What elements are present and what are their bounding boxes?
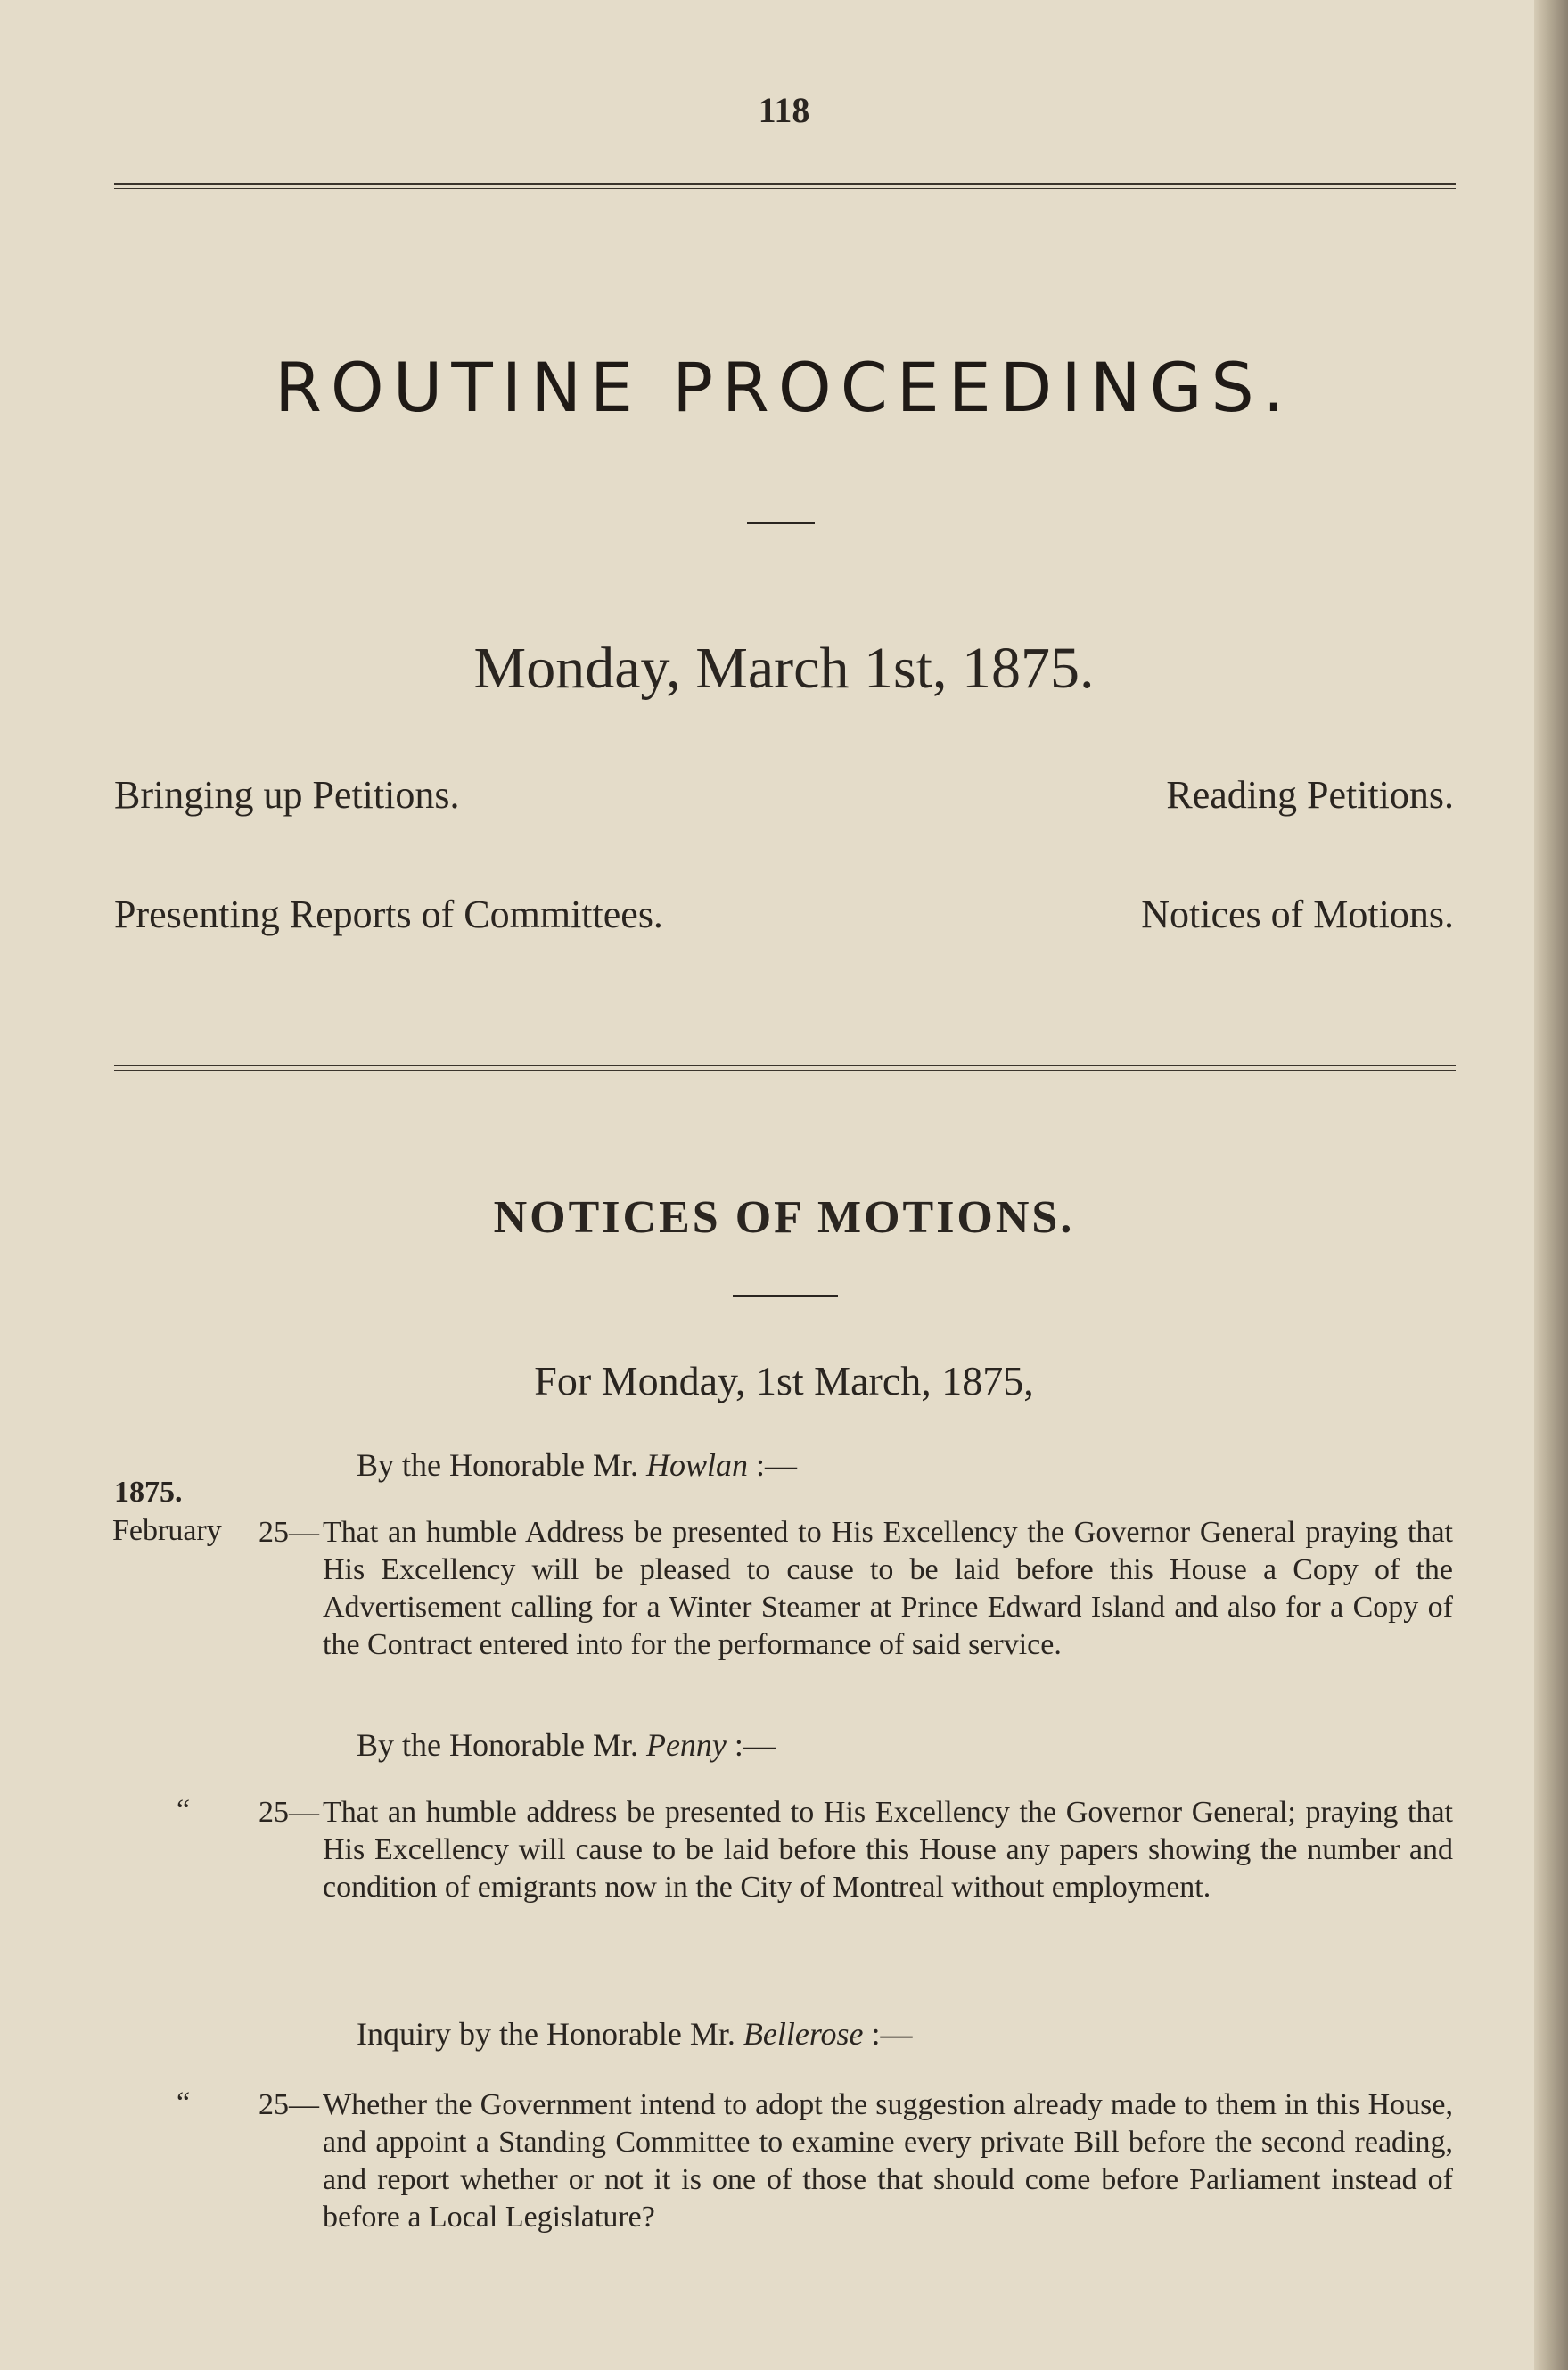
- motion-3-mover-name: Bellerose: [743, 2016, 864, 2052]
- motion-3-mover: Inquiry by the Honorable Mr. Bellerose :—: [357, 2016, 913, 2052]
- motion-1-day: 25—: [259, 1516, 319, 1549]
- motion-1-text: 25— That an humble Address be presented to His Excellency the Governor General praying that His Excellency will be pleased to cause to be laid before this House a Copy of the Advertisement calling for a Winter Steamer at Prince Edward Island and also for a Copy of the Contract entered into for the performance of said service.: [259, 1516, 1453, 1661]
- for-date-line: For Monday, 1st March, 1875,: [534, 1358, 1034, 1403]
- motion-2-text: 25— That an humble address be presented to His Excellency the Governor General; praying that His Excellency will cause to be laid before this House any papers showing the number and condition of emigrants now in the City of Montreal without employment.: [259, 1796, 1453, 1904]
- page-title: ROUTINE PROCEEDINGS.: [275, 348, 1293, 427]
- motion-3-text: 25— Whether the Government intend to adopt the suggestion already made to them in this House, and appoint a Standing Committee to examine every private Bill before the second reading, and report whether or not it is one of those that should come before Parliament instead of before a Local Legislature?: [259, 2088, 1453, 2234]
- motion-1-mover: By the Honorable Mr. Howlan :—: [357, 1447, 797, 1483]
- motion-3-day: 25—: [259, 2088, 319, 2121]
- routine-item-presenting-reports: Presenting Reports of Committees.: [114, 893, 663, 936]
- motion-1-month: February: [112, 1514, 222, 1547]
- header-rule: [114, 183, 1456, 189]
- sitting-date: Monday, March 1st, 1875.: [473, 636, 1095, 701]
- section-rule: [114, 1065, 1456, 1071]
- motion-1-mover-name: Howlan: [645, 1447, 748, 1483]
- motion-2-mover-name: Penny: [645, 1727, 727, 1763]
- motion-2-ditto-mark: “: [177, 1794, 191, 1827]
- notices-divider: [733, 1295, 838, 1297]
- routine-item-bringing-up-petitions: Bringing up Petitions.: [114, 773, 460, 817]
- year-label: 1875.: [114, 1476, 183, 1509]
- notices-title: NOTICES OF MOTIONS.: [493, 1192, 1075, 1243]
- routine-item-notices-of-motions: Notices of Motions.: [1141, 893, 1454, 936]
- page-number: 118: [758, 90, 810, 130]
- motion-2-day: 25—: [259, 1796, 319, 1829]
- title-divider: [747, 522, 815, 524]
- motion-2-mover: By the Honorable Mr. Penny :—: [357, 1727, 776, 1763]
- routine-item-reading-petitions: Reading Petitions.: [1166, 773, 1454, 817]
- motion-3-ditto-mark: “: [177, 2086, 191, 2119]
